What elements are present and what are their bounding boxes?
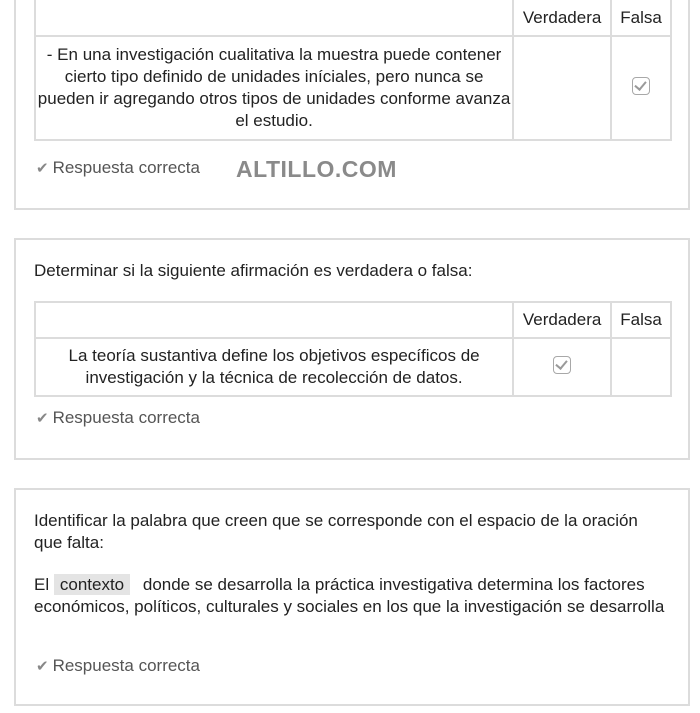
feedback-1	[36, 158, 200, 178]
sentence-before: El	[34, 575, 50, 594]
feedback-text: Respuesta correcta	[52, 408, 200, 427]
check-icon: ✔	[36, 410, 49, 427]
header-false: Falsa	[611, 0, 671, 36]
question-card-2	[14, 238, 690, 460]
question-prompt: Determinar si la siguiente afirmación es verdadera o falsa:	[34, 261, 473, 280]
answer-blank[interactable]: contexto	[54, 574, 130, 595]
checked-box-icon	[553, 356, 571, 374]
statement-cell: La teoría sustantiva define los objetivos específicos de investigación y la técnica de recolección de datos.	[35, 338, 513, 396]
true-false-table-2	[34, 301, 672, 397]
question-card-3	[14, 488, 690, 706]
feedback-text: Respuesta correcta	[52, 158, 200, 177]
question-card-1	[14, 0, 690, 210]
checked-box-icon	[632, 77, 650, 95]
header-true: Verdadera	[513, 302, 611, 338]
watermark: ALTILLO.COM	[236, 156, 397, 182]
true-option-cell[interactable]	[513, 338, 611, 396]
true-option-cell[interactable]	[513, 36, 611, 140]
feedback-text: Respuesta correcta	[52, 656, 200, 675]
header-false: Falsa	[611, 302, 671, 338]
feedback-2	[36, 408, 200, 428]
false-option-cell[interactable]	[611, 338, 671, 396]
check-icon: ✔	[36, 658, 49, 675]
header-empty-cell	[35, 0, 513, 36]
header-empty-cell	[35, 302, 513, 338]
check-icon: ✔	[36, 160, 49, 177]
sentence-after: donde se desarrolla la práctica investigativa determina los factores económicos, políticos, culturales y sociales en los que la investigación se desarrolla	[34, 575, 665, 616]
fill-in-sentence	[34, 574, 670, 618]
true-false-table-1	[34, 0, 672, 141]
false-option-cell[interactable]	[611, 36, 671, 140]
feedback-3	[36, 656, 200, 676]
header-true: Verdadera	[513, 0, 611, 36]
statement-cell: - En una investigación cualitativa la muestra puede contener cierto tipo definido de unidades iníciales, pero nunca se pueden ir agregando otros tipos de unidades conforme avanza el estudio.	[35, 36, 513, 140]
question-prompt: Identificar la palabra que creen que se corresponde con el espacio de la oración que falta:	[34, 511, 638, 552]
